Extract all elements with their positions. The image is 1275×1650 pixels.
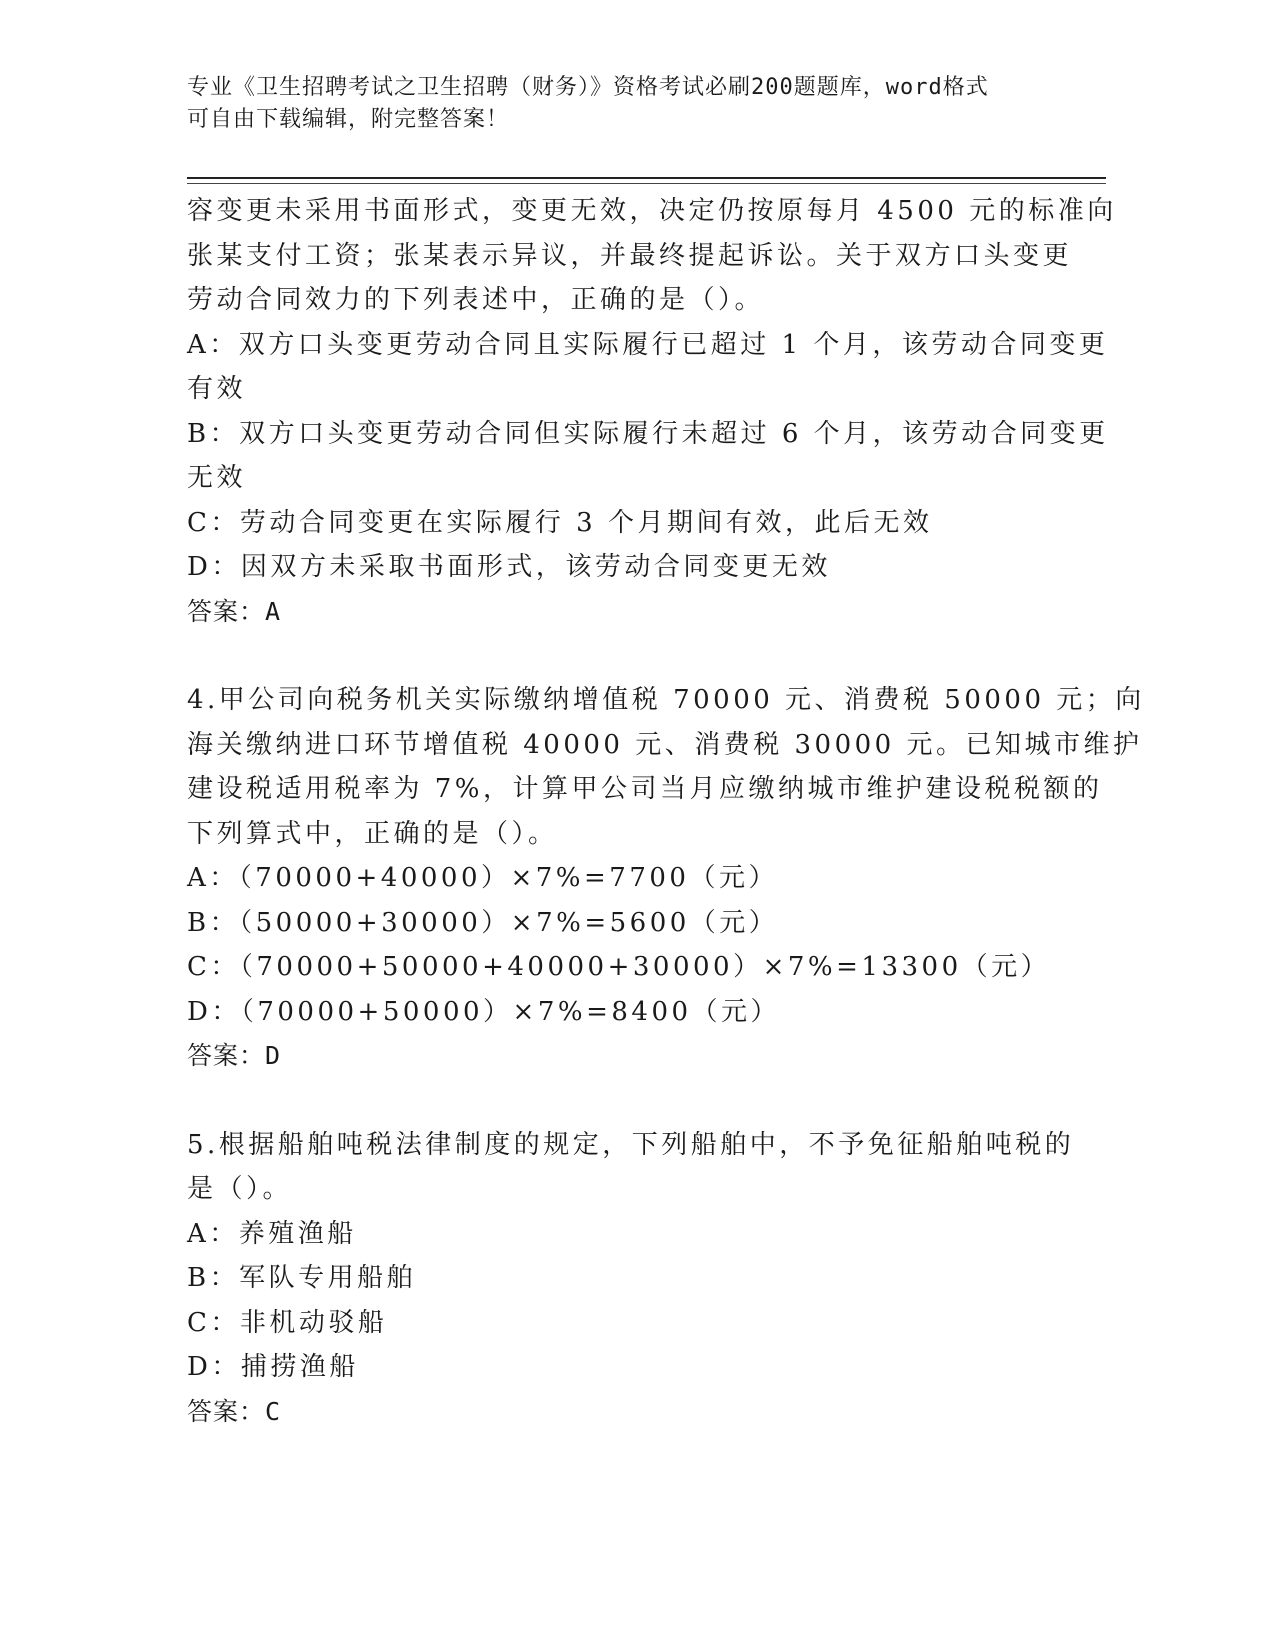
option-b: B：（50000+30000）×7%=5600（元） xyxy=(187,907,779,938)
question-stem-line: 容变更未采用书面形式，变更无效，决定仍按原每月 4500 元的标准向 xyxy=(187,196,1117,226)
answer: 答案：D xyxy=(187,1041,282,1070)
option-d: D：捕捞渔船 xyxy=(187,1352,359,1382)
option-a: A：养殖渔船 xyxy=(187,1218,357,1249)
answer: 答案：A xyxy=(187,596,282,626)
question-stem-line: 4.甲公司向税务机关实际缴纳增值税 70000 元、消费税 50000 元；向 xyxy=(187,685,1145,715)
question-5 xyxy=(187,1123,1087,1435)
document-header xyxy=(187,72,1087,136)
question-stem-line: 劳动合同效力的下列表述中，正确的是（）。 xyxy=(187,285,765,315)
option-b: B：双方口头变更劳动合同但实际履行未超过 6 个月，该劳动合同变更 xyxy=(187,418,1109,449)
question-stem-line: 5.根据船舶吨税法律制度的规定，下列船舶中，不予免征船舶吨税的 xyxy=(187,1129,1075,1160)
question-stem-line: 海关缴纳进口环节增值税 40000 元、消费税 30000 元。已知城市维护 xyxy=(187,729,1143,760)
option-d: D：（70000+50000）×7%=8400（元） xyxy=(187,996,781,1027)
question-3 xyxy=(187,189,1117,634)
spacer xyxy=(187,634,1087,678)
question-stem-line: 张某支付工资；张某表示异议，并最终提起诉讼。关于双方口头变更 xyxy=(187,240,1073,271)
question-stem-line: 是（）。 xyxy=(187,1174,293,1204)
option-b: B：军队专用船舶 xyxy=(187,1263,417,1293)
question-stem-line: 下列算式中，正确的是（）。 xyxy=(187,818,558,849)
option-a: A：双方口头变更劳动合同且实际履行已超过 1 个月，该劳动合同变更 xyxy=(187,329,1109,360)
option-b-continued: 无效 xyxy=(187,463,247,493)
question-stem-line: 建设税适用税率为 7%，计算甲公司当月应缴纳城市维护建设税税额的 xyxy=(187,774,1103,804)
header-title-line-1: 专业《卫生招聘考试之卫生招聘（财务）》资格考试必刷200题题库，word格式 xyxy=(187,75,989,100)
option-c: C：劳动合同变更在实际履行 3 个月期间有效，此后无效 xyxy=(187,507,933,538)
option-d: D：因双方未采取书面形式，该劳动合同变更无效 xyxy=(187,552,831,582)
header-title-line-2: 可自由下载编辑，附完整答案！ xyxy=(187,107,510,132)
header-divider-thin xyxy=(187,183,1106,184)
option-c: C：非机动驳船 xyxy=(187,1307,388,1338)
question-list xyxy=(187,189,1145,1434)
question-4 xyxy=(187,678,1145,1079)
option-c: C：（70000+50000+40000+30000）×7%=13300（元） xyxy=(187,952,1051,982)
spacer xyxy=(187,1079,1087,1123)
header-divider-thick xyxy=(187,177,1106,179)
answer: 答案：C xyxy=(187,1396,282,1426)
option-a: A：（70000+40000）×7%=7700（元） xyxy=(187,863,778,893)
option-a-continued: 有效 xyxy=(187,374,247,404)
